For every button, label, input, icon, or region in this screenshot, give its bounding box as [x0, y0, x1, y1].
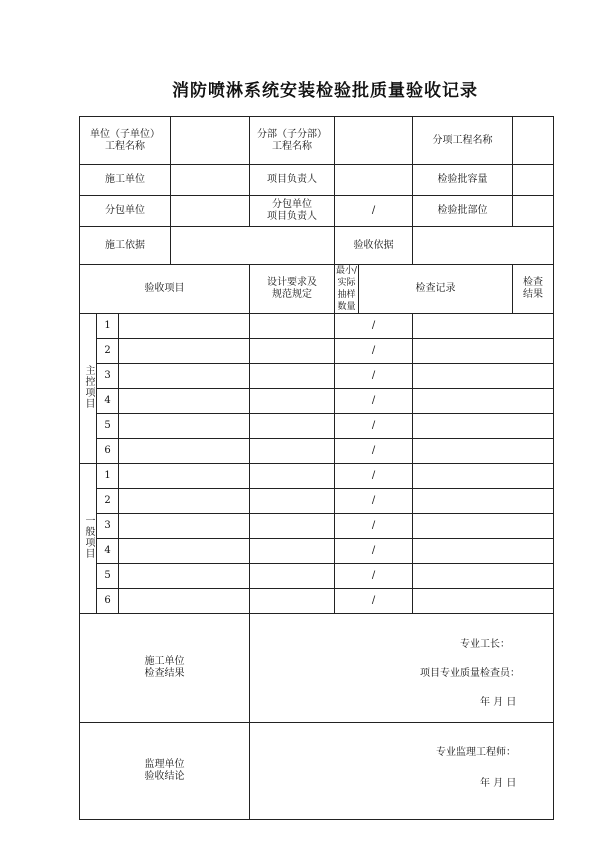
record-cell[interactable] [413, 414, 554, 439]
item-cell[interactable] [119, 564, 250, 589]
design-cell[interactable] [250, 489, 335, 514]
sample-cell[interactable]: / [335, 464, 413, 489]
col-record-header: 检查记录 [359, 265, 513, 314]
design-cell[interactable] [250, 314, 335, 339]
record-cell[interactable] [413, 589, 554, 614]
table-row [80, 464, 554, 489]
item-cell[interactable] [119, 339, 250, 364]
record-cell[interactable] [413, 514, 554, 539]
table-row [80, 364, 554, 389]
foreman-label: 专业工长： [460, 639, 511, 650]
header-row-basis [80, 227, 554, 265]
col-result-header: 检查 结果 [513, 265, 554, 314]
sample-cell[interactable]: / [335, 514, 413, 539]
record-cell[interactable] [413, 339, 554, 364]
table-row [80, 339, 554, 364]
design-cell[interactable] [250, 589, 335, 614]
table-row [80, 589, 554, 614]
item-cell[interactable] [119, 364, 250, 389]
table-row [80, 539, 554, 564]
document-title: 消防喷淋系统安装检验批质量验收记录 [172, 81, 478, 101]
supervision-check-label: 监理单位 验收结论 [80, 723, 250, 820]
record-cell[interactable] [413, 489, 554, 514]
sample-cell[interactable]: / [335, 414, 413, 439]
item-cell[interactable] [119, 414, 250, 439]
project-manager-label: 项目负责人 [250, 165, 335, 196]
supervision-check-area[interactable] [250, 723, 554, 820]
col-item-header: 验收项目 [80, 265, 250, 314]
construction-check-row [80, 614, 554, 723]
sample-cell[interactable]: / [335, 539, 413, 564]
sub-item-value[interactable] [513, 117, 554, 165]
design-cell[interactable] [250, 339, 335, 364]
row-number: 1 [97, 464, 119, 489]
constructor-label: 施工单位 [80, 165, 171, 196]
unit-name-value[interactable] [171, 117, 250, 165]
sub-division-label: 分部（子分部） 工程名称 [250, 117, 335, 165]
batch-location-value[interactable] [513, 196, 554, 227]
table-row [80, 414, 554, 439]
sample-cell[interactable]: / [335, 589, 413, 614]
acceptance-basis-value[interactable] [413, 227, 554, 265]
row-number: 5 [97, 414, 119, 439]
supervision-engineer-label: 专业监理工程师： [436, 747, 517, 758]
record-cell[interactable] [413, 364, 554, 389]
subcontractor-value[interactable] [171, 196, 250, 227]
batch-capacity-value[interactable] [513, 165, 554, 196]
general-label: 一般项目 [83, 514, 94, 559]
col-sample-header: 最小/实际 抽样数量 [336, 266, 358, 312]
construction-check-area[interactable] [250, 614, 554, 723]
row-number: 1 [97, 314, 119, 339]
row-number: 3 [97, 514, 119, 539]
subcontractor-label: 分包单位 [80, 196, 171, 227]
design-cell[interactable] [250, 514, 335, 539]
sample-cell[interactable]: / [335, 389, 413, 414]
column-header-row [80, 265, 554, 314]
row-number: 2 [97, 339, 119, 364]
design-cell[interactable] [250, 539, 335, 564]
sample-cell[interactable]: / [335, 314, 413, 339]
main-control-label: 主控项目 [83, 364, 94, 409]
construction-basis-label: 施工依据 [80, 227, 171, 265]
acceptance-basis-label: 验收依据 [335, 227, 413, 265]
record-cell[interactable] [413, 564, 554, 589]
constructor-value[interactable] [171, 165, 250, 196]
design-cell[interactable] [250, 364, 335, 389]
item-cell[interactable] [119, 314, 250, 339]
record-cell[interactable] [413, 314, 554, 339]
item-cell[interactable] [119, 514, 250, 539]
record-cell[interactable] [413, 464, 554, 489]
row-number: 4 [97, 389, 119, 414]
row-number: 6 [97, 589, 119, 614]
record-cell[interactable] [413, 439, 554, 464]
col-design-header: 设计要求及 规范规定 [250, 265, 335, 314]
record-cell[interactable] [413, 539, 554, 564]
header-row-project [80, 117, 554, 165]
quality-inspector-label: 项目专业质量检查员： [420, 668, 521, 679]
header-row-constructor [80, 165, 554, 196]
construction-check-label: 施工单位 检查结果 [80, 614, 250, 723]
sample-cell[interactable]: / [335, 439, 413, 464]
item-cell[interactable] [119, 464, 250, 489]
table-row [80, 439, 554, 464]
row-number: 3 [97, 364, 119, 389]
table-row [80, 389, 554, 414]
design-cell[interactable] [250, 439, 335, 464]
table-row [80, 314, 554, 339]
sample-cell[interactable]: / [335, 339, 413, 364]
table-row [80, 514, 554, 539]
design-cell[interactable] [250, 414, 335, 439]
supervision-check-row [80, 723, 554, 820]
sub-division-value[interactable] [335, 117, 413, 165]
design-cell[interactable] [250, 464, 335, 489]
table-row [80, 564, 554, 589]
item-cell[interactable] [119, 589, 250, 614]
header-row-subcontractor [80, 196, 554, 227]
design-cell[interactable] [250, 389, 335, 414]
item-cell[interactable] [119, 439, 250, 464]
supervision-date-label: 年 月 日 [480, 778, 517, 789]
row-number: 2 [97, 489, 119, 514]
inspection-record-table [79, 116, 554, 820]
row-number: 5 [97, 564, 119, 589]
main-control-label-cell [80, 314, 97, 464]
construction-basis-value[interactable] [171, 227, 335, 265]
table-row [80, 489, 554, 514]
item-cell[interactable] [119, 489, 250, 514]
batch-location-label: 检验批部位 [413, 196, 513, 227]
design-cell[interactable] [250, 564, 335, 589]
sample-cell[interactable]: / [335, 564, 413, 589]
sample-cell[interactable]: / [335, 364, 413, 389]
sub-manager-label: 分包单位 项目负责人 [250, 196, 335, 227]
sample-cell[interactable]: / [335, 489, 413, 514]
item-cell[interactable] [119, 389, 250, 414]
record-cell[interactable] [413, 389, 554, 414]
construction-date-label: 年 月 日 [480, 697, 517, 708]
row-number: 6 [97, 439, 119, 464]
sub-item-label: 分项工程名称 [413, 117, 513, 165]
sub-manager-value[interactable]: / [335, 196, 413, 227]
unit-name-label: 单位（子单位） 工程名称 [80, 117, 171, 165]
project-manager-value[interactable] [335, 165, 413, 196]
row-number: 4 [97, 539, 119, 564]
batch-capacity-label: 检验批容量 [413, 165, 513, 196]
general-label-cell [80, 464, 97, 614]
item-cell[interactable] [119, 539, 250, 564]
